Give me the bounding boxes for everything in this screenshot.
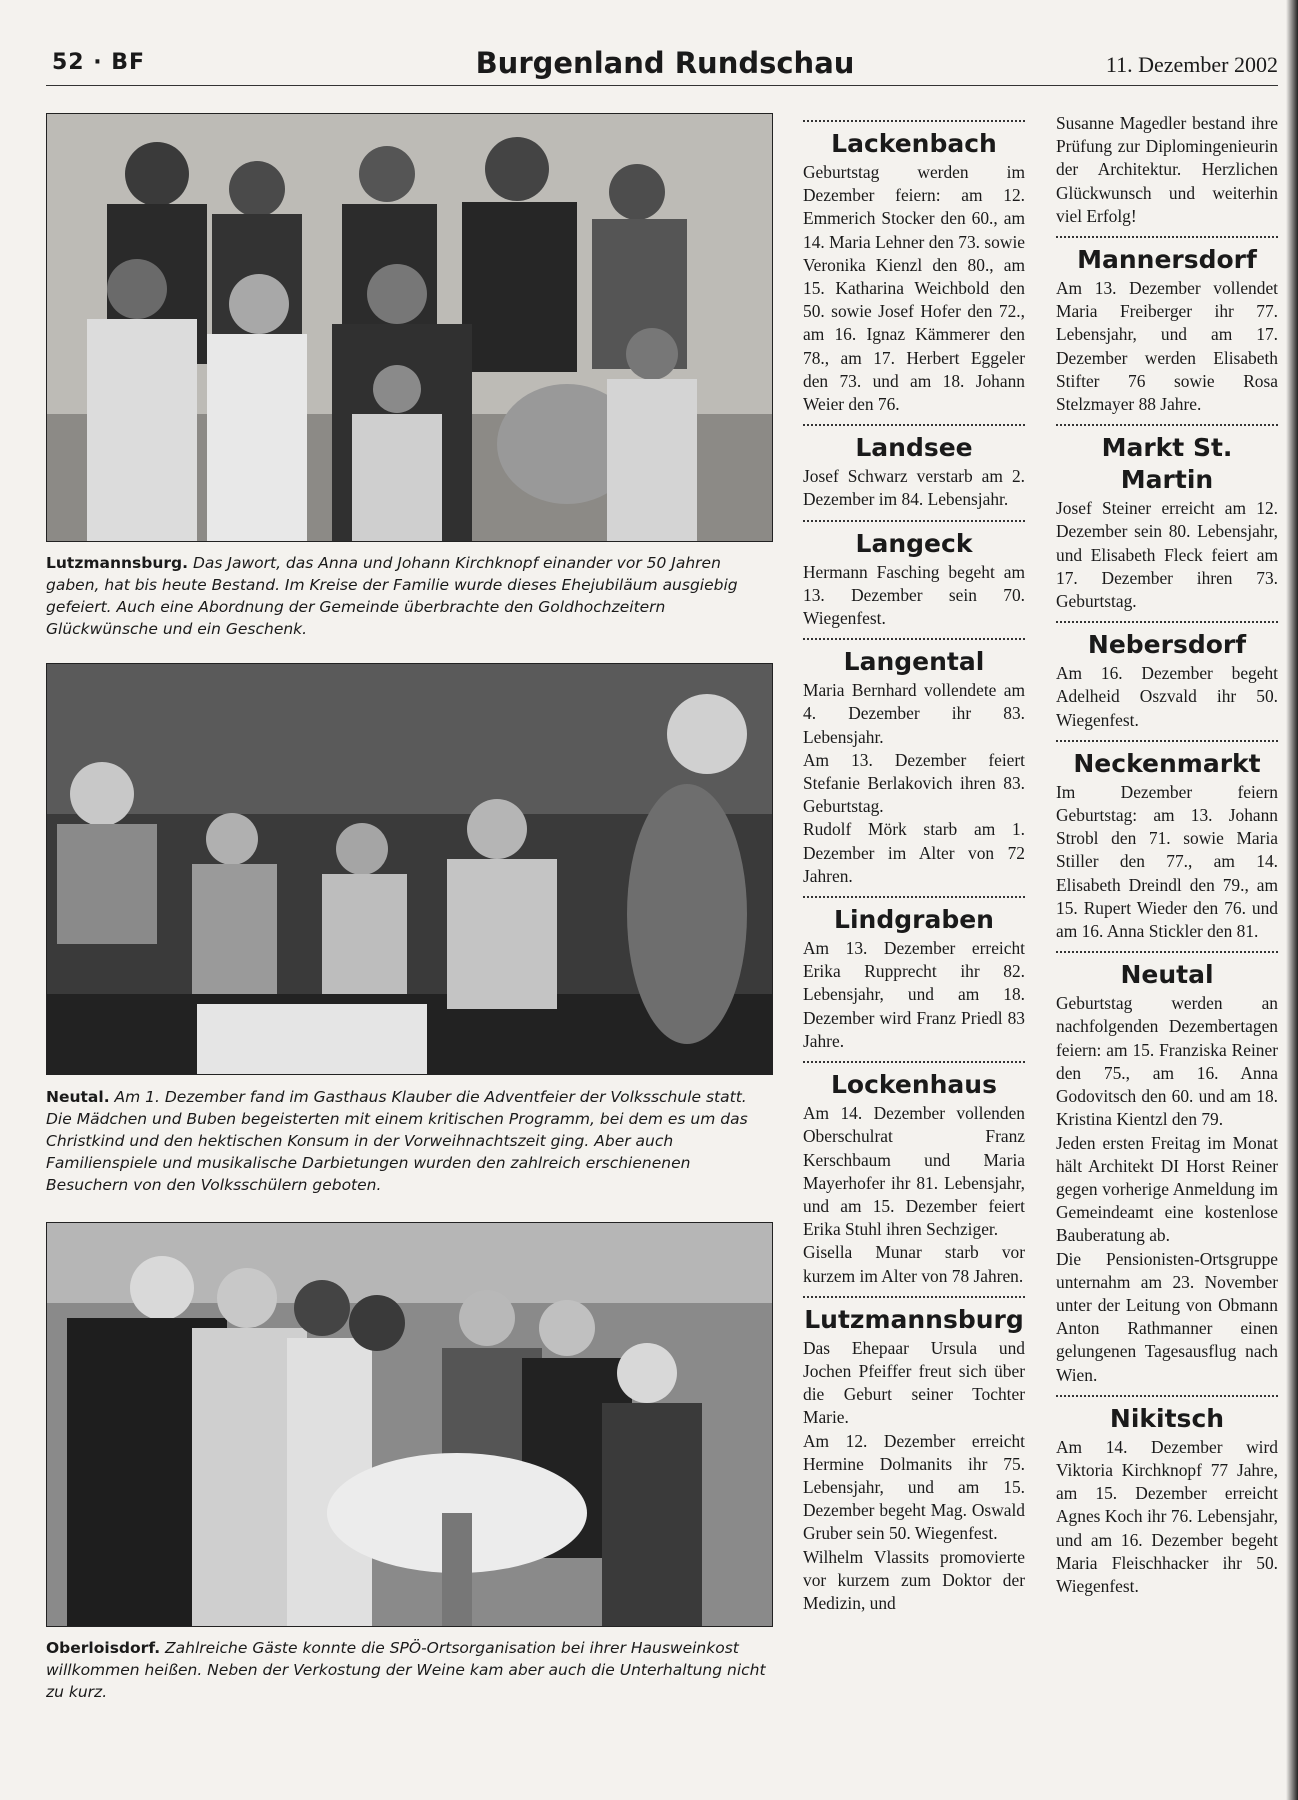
section-text: Josef Steiner erreicht am 12. Dezember sein 80. Lebensjahr, und Elisabeth Fleck feiert am 17. Dezember ihren 73. Geburtstag. xyxy=(1056,498,1278,612)
photo-caption-2 xyxy=(46,1086,771,1196)
section-text: Am 14. Dezember wird Viktoria Kirchknopf 77 Jahre, am 15. Dezember erreicht Agnes Koch ihr 76. Lebensjahr, und am 16. Dezember begeht Maria Fleischhacker ihr 50. Wiegenfest. xyxy=(1056,1436,1278,1596)
section-text: Rudolf Mörk starb am 1. Dezember im Alter von 72 Jahren. xyxy=(803,819,1025,886)
section-text: Josef Schwarz verstarb am 2. Dezember im 84. Lebensjahr. xyxy=(803,466,1025,510)
news-column-1 xyxy=(803,112,1025,1615)
photo-caption-3 xyxy=(46,1637,771,1703)
section-title-neutal: Neutal xyxy=(1120,960,1214,990)
caption-place: Lutzmannsburg. xyxy=(46,554,189,572)
section-text: Gisella Munar starb vor kurzem im Alter von 78 Jahren. xyxy=(803,1242,1025,1286)
section-text: Susanne Magedler bestand ihre Prüfung zur Diplomingenieurin der Architektur. Herzlichen Glückwunsch und weiterhin viel Erfolg! xyxy=(1056,113,1278,226)
page-edge-shadow xyxy=(1286,0,1298,1800)
section-text: Am 13. Dezember feiert Stefanie Berlakovich ihren 83. Geburtstag. xyxy=(803,749,1025,817)
section-text: Die Pensionisten-Ortsgruppe unternahm am 23. November unter der Leitung von Obmann Anton Rathmanner einen gelungenen Tagesausflug nach Wien. xyxy=(1056,1248,1278,1385)
section-text: Am 16. Dezember begeht Adelheid Oszvald ihr 50. Wiegenfest. xyxy=(1056,663,1278,730)
section-title-lockenhaus: Lockenhaus xyxy=(831,1070,997,1100)
section-title-lackenbach: Lackenbach xyxy=(831,129,997,158)
section-title-langental: Langental xyxy=(843,647,985,677)
section-title-markt-st-martin: Markt St. Martin xyxy=(1101,433,1233,495)
section-text: Am 13. Dezember vollendet Maria Freiberger ihr 77. Lebensjahr, und am 17. Dezember werden Elisabeth Stifter 76 sowie Rosa Stelzmayer 88 Jahre. xyxy=(1056,278,1278,415)
photo-caption-1 xyxy=(46,552,771,640)
caption-text: Am 1. Dezember fand im Gasthaus Klauber die Adventfeier der Volksschule statt. Die Mädchen und Buben begeisterten mit einem kritischen Programm, bei dem es um das Christkind und den hektischen Konsum in der Vorweihnachtszeit ging. Aber auch Familienspiele und musikalische Darbietungen wurden den zahlreich erschienenen Besuchern von den Volksschülern geboten. xyxy=(46,1088,748,1194)
section-title-langeck: Langeck xyxy=(855,528,973,558)
photo-lutzmannsburg-family xyxy=(46,113,773,542)
section-text: Am 12. Dezember erreicht Hermine Dolmanits ihr 75. Lebensjahr, und am 15. Dezember begeht Mag. Oswald Gruber sein 50. Wiegenfest. xyxy=(803,1430,1025,1544)
section-title-neckenmarkt: Neckenmarkt xyxy=(1073,748,1261,778)
section-text: Geburtstag werden im Dezember feiern: am 12. Emmerich Stocker den 60., am 14. Maria Lehner den 73. sowie Veronika Kienzl den 80., am 15. Katharina Weichbold den 50. sowie Josef Hofer den 72., am 16. Ignaz Kämmerer den 78., am 17. Herbert Eggeler den 73. und am 18. Johann Weier den 76. xyxy=(803,162,1025,415)
section-text: Das Ehepaar Ursula und Jochen Pfeiffer freut sich über die Geburt seiner Tochter Marie. xyxy=(803,1337,1025,1428)
section-text: Geburtstag werden an nachfolgenden Dezembertagen feiern: am 15. Franziska Reiner den 75., am 16. Anna Godovitsch den 60. und am 18. Kristina Kientzl den 79. xyxy=(1056,993,1278,1130)
photo-neutal-advent xyxy=(46,663,773,1075)
caption-place: Neutal. xyxy=(46,1088,110,1106)
section-title-nebersdorf: Nebersdorf xyxy=(1087,630,1247,660)
section-text: Maria Bernhard vollendete am 4. Dezember ihr 83. Lebensjahr. xyxy=(803,680,1025,747)
section-text: Am 13. Dezember erreicht Erika Rupprecht ihr 82. Lebensjahr, und am 18. Dezember wird Franz Priedl 83 Jahre. xyxy=(803,938,1025,1051)
newspaper-title: Burgenland Rundschau xyxy=(475,46,855,80)
section-text: Im Dezember feiern Geburtstag: am 13. Johann Strobl den 71. sowie Maria Stiller den 77., am 14. Elisabeth Dreindl den 79., am 15. Rupert Wieder den 76. und am 16. Anna Stickler den 81. xyxy=(1056,781,1278,942)
section-text: Jeden ersten Freitag im Monat hält Architekt DI Horst Reiner gegen vorherige Anmeldung im Gemeindeamt eine kostenlose Bauberatung ab. xyxy=(1056,1132,1278,1246)
caption-text: Zahlreiche Gäste konnte die SPÖ-Ortsorganisation bei ihrer Hausweinkost willkommen heißen. Neben der Verkostung der Weine kam aber auch die Unterhaltung nicht zu kurz. xyxy=(46,1639,766,1701)
photo-oberloisdorf-wine xyxy=(46,1222,773,1627)
issue-date: 11. Dezember 2002 xyxy=(1105,52,1278,77)
masthead xyxy=(52,44,1278,84)
section-title-landsee: Landsee xyxy=(855,433,973,463)
section-title-lutzmannsburg: Lutzmannsburg xyxy=(804,1304,1024,1334)
section-text: Wilhelm Vlassits promovierte vor kurzem zum Doktor der Medizin, und xyxy=(803,1546,1025,1613)
section-text: Am 14. Dezember vollenden Oberschulrat Franz Kerschbaum und Maria Mayerhofer ihr 81. Lebensjahr, und am 15. Dezember feiert Erika Stuhl ihren Sechziger. xyxy=(803,1103,1025,1240)
page-number: 52 · BF xyxy=(52,50,146,75)
section-title-nikitsch: Nikitsch xyxy=(1109,1403,1225,1433)
news-column-2 xyxy=(1056,112,1278,1598)
section-title-mannersdorf: Mannersdorf xyxy=(1077,245,1257,275)
caption-text: Das Jawort, das Anna und Johann Kirchknopf einander vor 50 Jahren gaben, hat bis heute Bestand. Im Kreise der Familie wurde dieses Ehejubiläum ausgiebig gefeiert. Auch eine Abordnung der Gemeinde überbrachte den Goldhochzeitern Glückwünsche und ein Geschenk. xyxy=(46,554,738,638)
section-title-lindgraben: Lindgraben xyxy=(834,905,994,935)
section-text: Hermann Fasching begeht am 13. Dezember sein 70. Wiegenfest. xyxy=(803,561,1025,629)
header-rule xyxy=(46,85,1278,86)
caption-place: Oberloisdorf. xyxy=(46,1639,161,1657)
